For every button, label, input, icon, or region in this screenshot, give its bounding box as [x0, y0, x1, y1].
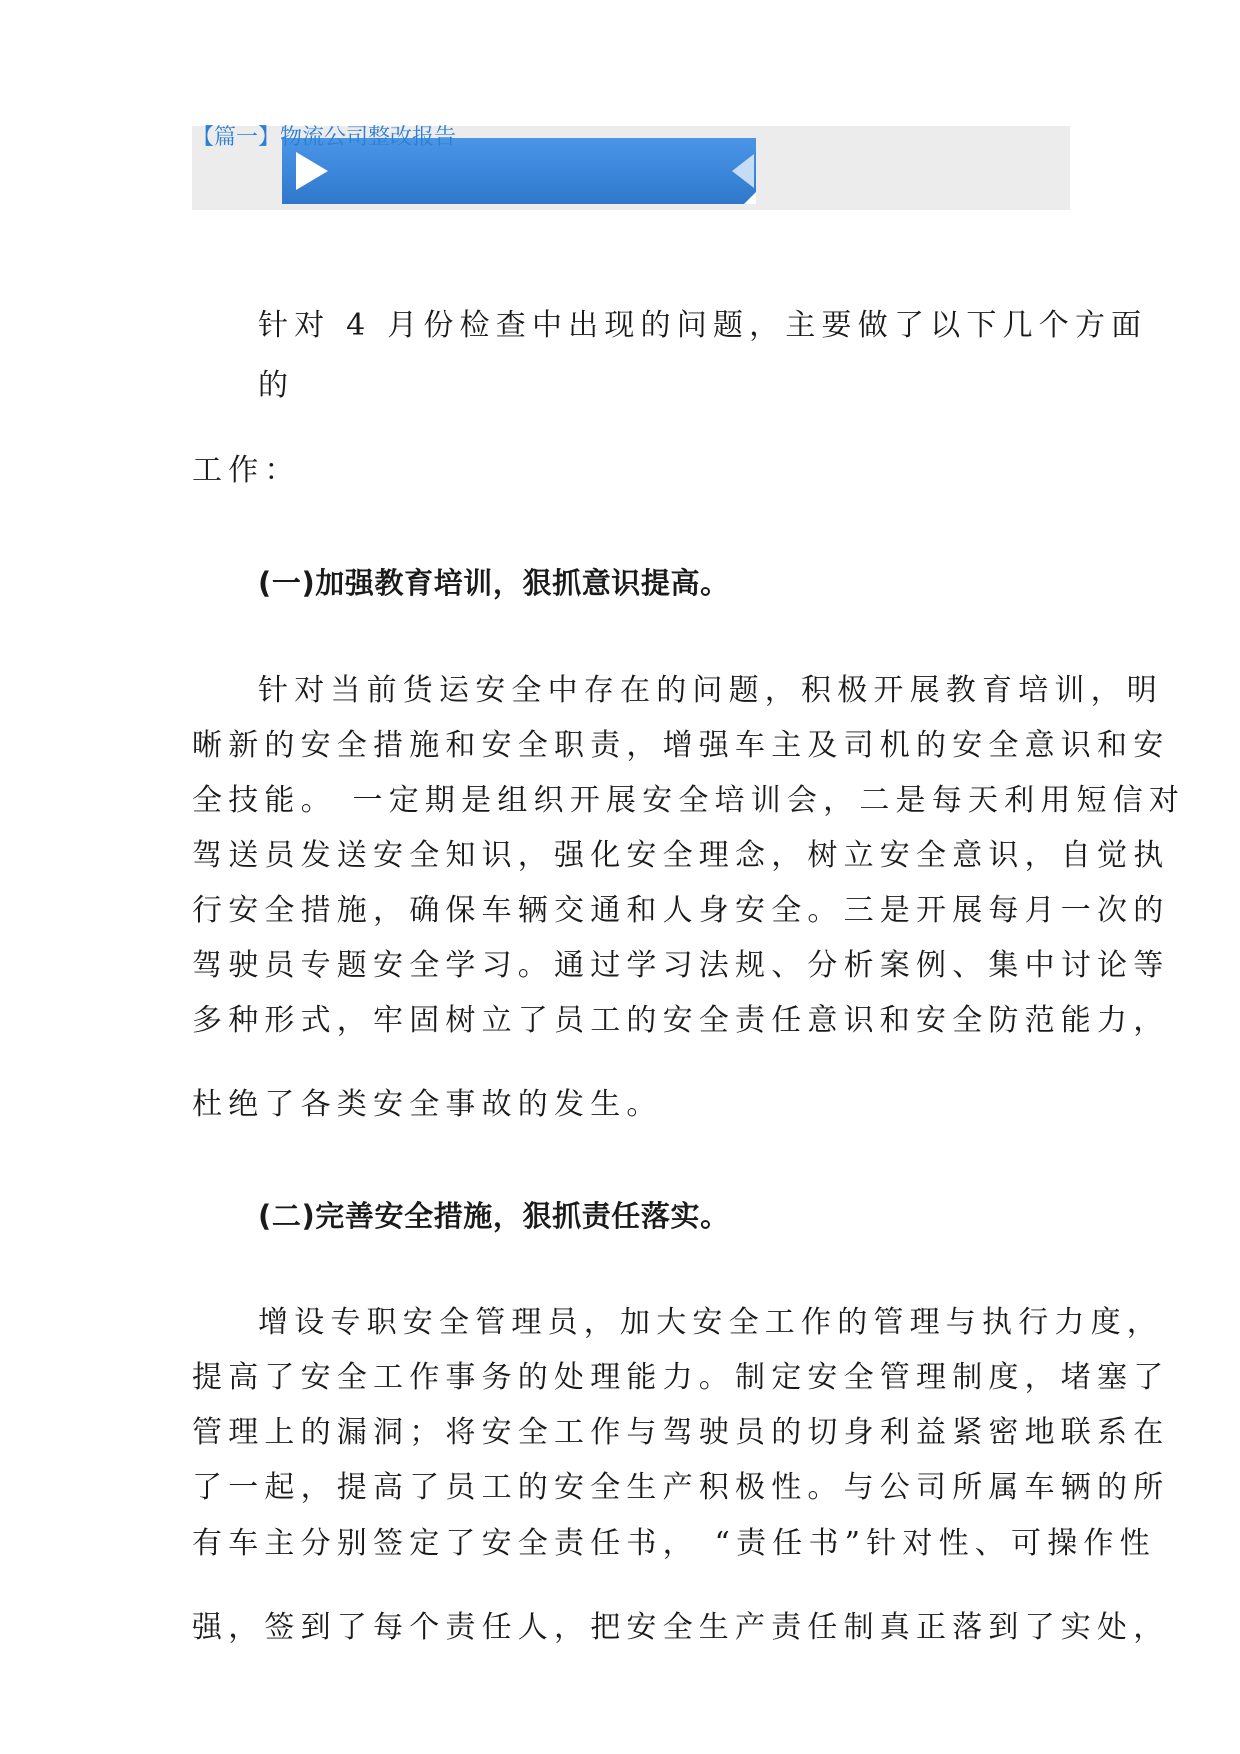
play-arrow-icon[interactable] — [296, 152, 328, 190]
intro-line: 工作： — [192, 453, 301, 488]
paragraph-line: 针对当前货运安全中存在的问题，积极开展教育培训，明 — [258, 673, 1163, 708]
corner-fold-icon — [744, 192, 756, 204]
paragraph-line: 驾送员发送安全知识，强化安全理念，树立安全意识，自觉执 — [192, 838, 1170, 873]
paragraph-line: 全技能。 一定期是组织开展安全培训会，二是每天利用短信对 — [192, 783, 1186, 818]
section-heading: (二)完善安全措施，狠抓责任落实。 — [258, 1199, 730, 1233]
back-arrow-icon — [732, 154, 754, 188]
paragraph-line: 提高了安全工作事务的处理能力。制定安全管理制度，堵塞了 — [192, 1360, 1170, 1395]
paragraph-line: 多种形式，牢固树立了员工的安全责任意识和安全防范能力， — [192, 1003, 1170, 1038]
intro-line: 针对 4 月份检查中出现的问题，主要做了以下几个方面 — [258, 308, 1148, 343]
paragraph-line: 驾驶员专题安全学习。通过学习法规、分析案例、集中讨论等 — [192, 948, 1170, 983]
paragraph-line: 有车主分别签定了安全责任书， “责任书”针对性、可操作性 — [192, 1526, 1156, 1561]
paragraph-line: 管理上的漏洞；将安全工作与驾驶员的切身利益紧密地联系在 — [192, 1415, 1170, 1450]
paragraph-line: 晰新的安全措施和安全职责，增强车主及司机的安全意识和安 — [192, 728, 1170, 763]
paragraph-line: 强，签到了每个责任人，把安全生产责任制真正落到了实处， — [192, 1610, 1170, 1645]
article-title: 【篇一】物流公司整改报告 — [192, 125, 457, 150]
section-heading: (一)加强教育培训，狠抓意识提高。 — [258, 566, 730, 600]
paragraph-line: 增设专职安全管理员，加大安全工作的管理与执行力度， — [258, 1305, 1163, 1340]
intro-line: 的 — [258, 368, 295, 403]
paragraph-line: 杜绝了各类安全事故的发生。 — [192, 1087, 663, 1122]
paragraph-line: 了一起，提高了员工的安全生产积极性。与公司所属车辆的所 — [192, 1470, 1170, 1505]
paragraph-line: 行安全措施，确保车辆交通和人身安全。三是开展每月一次的 — [192, 893, 1170, 928]
